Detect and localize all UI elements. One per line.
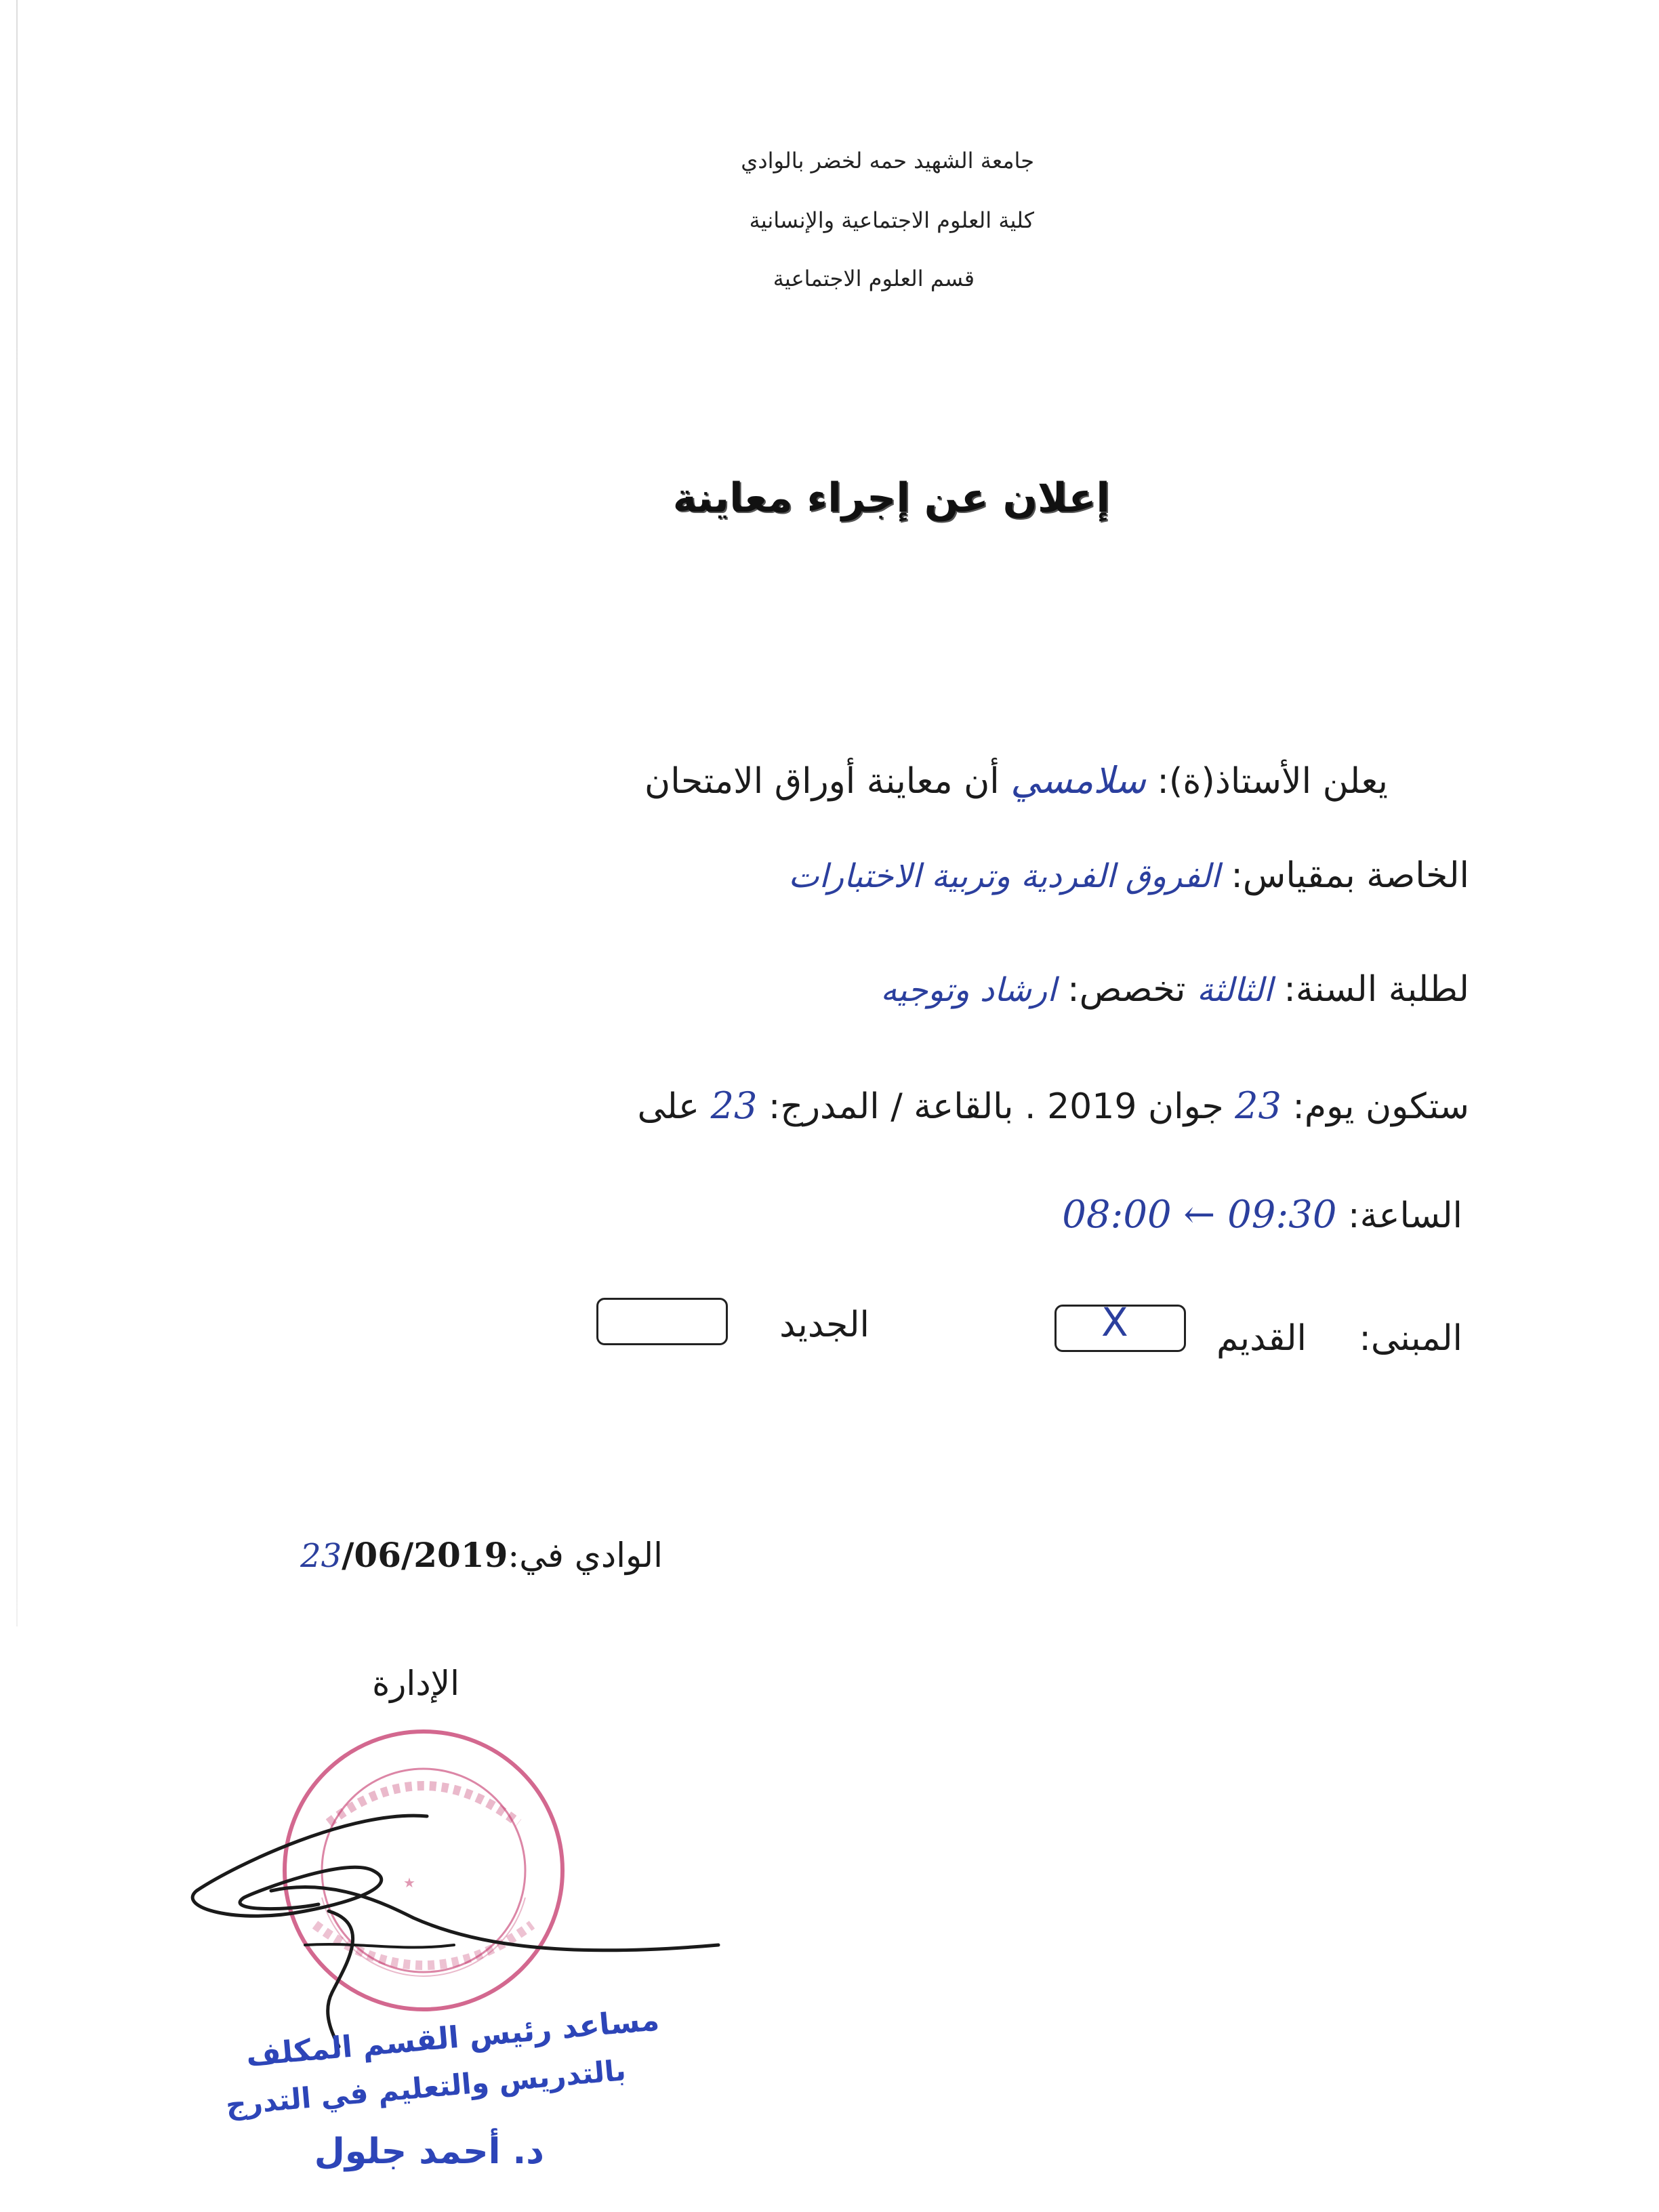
on-word: على — [637, 1086, 700, 1127]
header-university: جامعة الشهيد حمه لخضر بالوادي — [741, 148, 1034, 173]
page-title: إعلان عن إجراء معاينة — [672, 474, 1110, 522]
building-label: المبنى: — [1359, 1318, 1462, 1359]
module-label: الخاصة بمقياس: — [1231, 855, 1469, 896]
professor-line-suffix: أن معاينة أوراق الامتحان — [644, 761, 1000, 802]
signature-name: د. أحمد جلول — [314, 2131, 544, 2172]
date-place-line — [300, 1535, 663, 1575]
line-time — [1062, 1193, 1462, 1237]
specialty-label: تخصص: — [1067, 969, 1186, 1010]
date-day-handwritten: 23 — [300, 1537, 342, 1575]
room-handwritten: 23 — [710, 1084, 758, 1127]
professor-name-handwritten: سلامسي — [1010, 759, 1146, 802]
line-module — [788, 855, 1469, 896]
building-new-checkbox[interactable] — [596, 1298, 728, 1345]
day-label: ستكون يوم: — [1292, 1086, 1469, 1127]
date-rest: /06/2019 — [342, 1535, 508, 1575]
time-handwritten: 08:00 ← 09:30 — [1062, 1193, 1337, 1237]
year-label: لطلبة السنة: — [1284, 969, 1469, 1010]
time-label: الساعة: — [1348, 1195, 1462, 1236]
header-department: قسم العلوم الاجتماعية — [773, 266, 975, 291]
specialty-handwritten: ارشاد وتوجيه — [880, 971, 1057, 1009]
professor-label: يعلن الأستاذ(ة): — [1157, 761, 1388, 802]
day-handwritten: 23 — [1235, 1084, 1282, 1127]
administration-label: الإدارة — [372, 1664, 459, 1703]
page-edge-shadow — [16, 0, 18, 1626]
line-date-room — [637, 1084, 1469, 1127]
signature-title-line2: بالتدريس والتعليم في التدرج — [224, 2053, 628, 2122]
building-old-check-mark: X — [1101, 1299, 1128, 1345]
year-handwritten: الثالثة — [1196, 971, 1273, 1009]
signature-title-line1: مساعد رئيس القسم المكلف — [245, 2003, 661, 2074]
building-old-label: القديم — [1216, 1318, 1307, 1359]
module-name-handwritten: الفروق الفردية وتربية الاختبارات — [788, 857, 1220, 895]
line-year-specialty — [880, 969, 1469, 1010]
line-professor — [644, 759, 1388, 802]
svg-text:★: ★ — [403, 1875, 415, 1891]
date-place-prefix: الوادي في: — [508, 1536, 663, 1575]
building-new-label: الجديد — [779, 1305, 869, 1345]
header-faculty: كلية العلوم الاجتماعية والإنسانية — [749, 207, 1034, 233]
month-year-room-label: جوان 2019 . بالقاعة / المدرج: — [768, 1086, 1224, 1127]
